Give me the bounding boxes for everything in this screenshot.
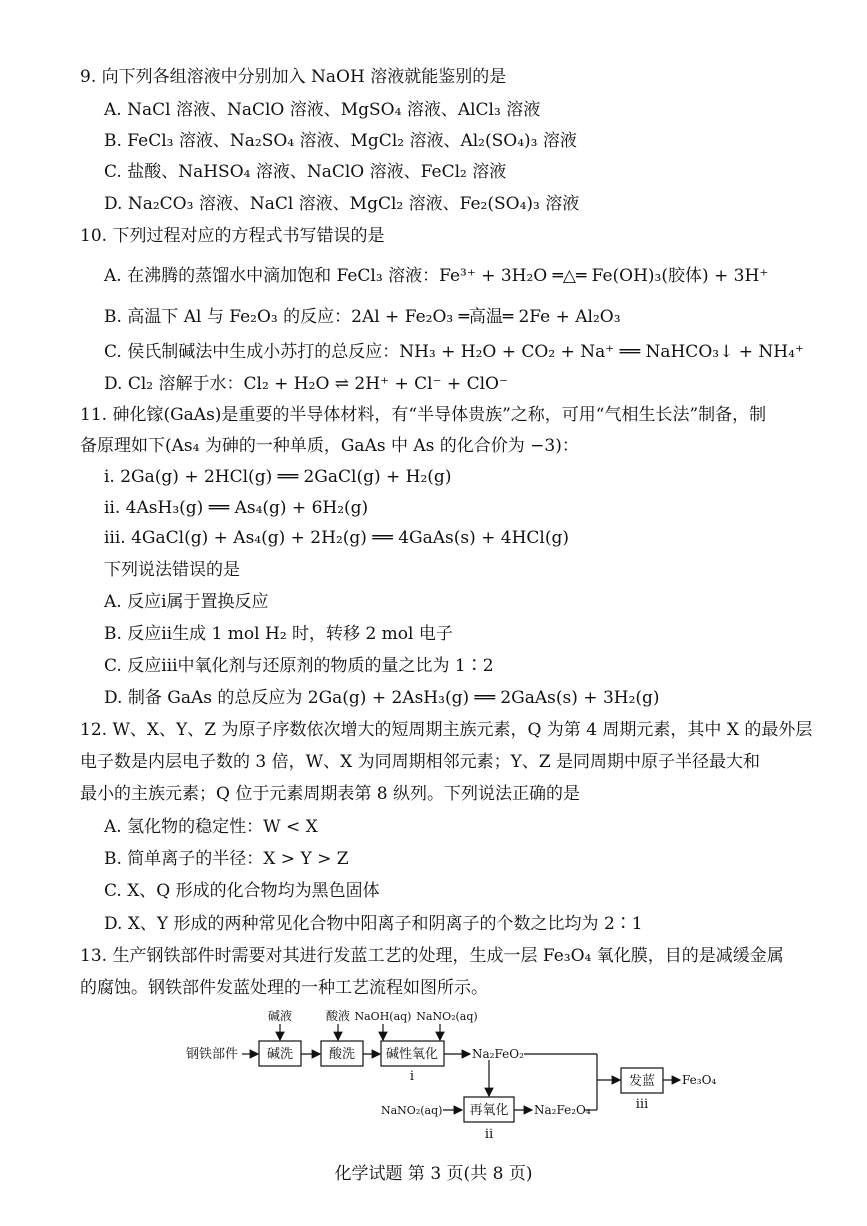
q12-stem-line2: 电子数是内层电子数的 3 倍，W、X 为同周期相邻元素；Y、Z 是同周期中原子半径最大和 <box>80 752 761 772</box>
flow-box-bluing-label: 发蓝 <box>628 1074 656 1089</box>
flow-product-na2feo2: Na₂FeO₂ <box>472 1047 524 1061</box>
q13-stem-line2: 的腐蚀。钢铁部件发蓝处理的一种工艺流程如图所示。 <box>80 978 488 998</box>
flow-step-i-number: ⅰ <box>409 1069 415 1084</box>
q11-stem-line2: 备原理如下(As₄ 为砷的一种单质，GaAs 中 As 的化合价为 −3)： <box>80 436 579 456</box>
q11-reaction-3: ⅲ. 4GaCl(g) + As₄(g) + 2H₂(g) ══ 4GaAs(s) + 4HCl(g) <box>104 528 569 548</box>
flow-start-label: 钢铁部件 <box>186 1047 239 1062</box>
q11-reaction-2: ⅱ. 4AsH₃(g) ══ As₄(g) + 6H₂(g) <box>104 498 369 518</box>
flow-step-ii-number: ⅱ <box>484 1127 494 1142</box>
q10-option-a: A. 在沸腾的蒸馏水中滴加饱和 FeCl₃ 溶液：Fe³⁺ + 3H₂O ═△═ Fe(OH)₃(胶体) + 3H⁺ <box>104 266 769 286</box>
q12-option-d: D. X、Y 形成的两种常见化合物中阳离子和阴离子的个数之比均为 2∶1 <box>104 914 643 934</box>
q12-option-b: B. 简单离子的半径：X > Y > Z <box>104 849 349 869</box>
flow-box-acid-wash-label: 酸洗 <box>328 1047 356 1062</box>
flow-step-iii-number: ⅲ <box>635 1097 649 1112</box>
q9-option-a: A. NaCl 溶液、NaClO 溶液、MgSO₄ 溶液、AlCl₃ 溶液 <box>104 100 541 120</box>
q10-option-d: D. Cl₂ 溶解于水：Cl₂ + H₂O ⇌ 2H⁺ + Cl⁻ + ClO⁻ <box>104 374 508 394</box>
q11-option-a: A. 反应ⅰ属于置换反应 <box>104 592 269 612</box>
flow-box-alkali-wash-input: 碱液 <box>267 1009 293 1023</box>
flow-box-alkaline-oxidation-input-naoh: NaOH(aq) <box>354 1010 412 1023</box>
q9-option-c: C. 盐酸、NaHSO₄ 溶液、NaClO 溶液、FeCl₂ 溶液 <box>104 162 507 182</box>
q11-option-b: B. 反应ⅱ生成 1 mol H₂ 时，转移 2 mol 电子 <box>104 624 453 644</box>
q13-stem-line1: 13. 生产钢铁部件时需要对其进行发蓝工艺的处理，生成一层 Fe₃O₄ 氧化膜，目的是减缓金属 <box>80 946 784 966</box>
q10-stem: 10. 下列过程对应的方程式书写错误的是 <box>80 226 385 246</box>
flow-box-acid-wash-input: 酸液 <box>325 1009 351 1023</box>
q12-option-a: A. 氢化物的稳定性：W < X <box>104 817 318 837</box>
q9-option-b: B. FeCl₃ 溶液、Na₂SO₄ 溶液、MgCl₂ 溶液、Al₂(SO₄)₃ 溶液 <box>104 131 577 151</box>
q10-option-b: B. 高温下 Al 与 Fe₂O₃ 的反应：2Al + Fe₂O₃ ═高温═ 2Fe + Al₂O₃ <box>104 307 621 327</box>
q11-option-d: D. 制备 GaAs 的总反应为 2Ga(g) + 2AsH₃(g) ══ 2GaAs(s) + 3H₂(g) <box>104 688 660 708</box>
flow-box-alkaline-oxidation-label: 碱性氧化 <box>385 1047 439 1062</box>
q9-option-d: D. Na₂CO₃ 溶液、NaCl 溶液、MgCl₂ 溶液、Fe₂(SO₄)₃ 溶液 <box>104 194 580 214</box>
flow-box-reoxidation-input: NaNO₂(aq) <box>381 1104 443 1117</box>
q11-stem-line1: 11. 砷化镓(GaAs)是重要的半导体材料，有“半导体贵族”之称，可用“气相生长法”制备，制 <box>80 405 767 425</box>
q11-prompt: 下列说法错误的是 <box>104 560 240 580</box>
q12-stem-line3: 最小的主族元素；Q 位于元素周期表第 8 纵列。下列说法正确的是 <box>80 784 580 804</box>
q9-stem: 9. 向下列各组溶液中分别加入 NaOH 溶液就能鉴别的是 <box>80 67 507 87</box>
flow-box-alkali-wash-label: 碱洗 <box>266 1047 294 1062</box>
flow-product-na2fe2o4: Na₂Fe₂O₄ <box>534 1103 591 1117</box>
flow-box-reoxidation-label: 再氧化 <box>469 1103 509 1118</box>
q12-option-c: C. X、Q 形成的化合物均为黑色固体 <box>104 881 380 901</box>
q10-option-c: C. 侯氏制碱法中生成小苏打的总反应：NH₃ + H₂O + CO₂ + Na⁺ ══ NaHCO₃↓ + NH₄⁺ <box>104 342 804 362</box>
flow-final-product-fe3o4: Fe₃O₄ <box>682 1073 717 1087</box>
flow-box-alkaline-oxidation-input-nano2: NaNO₂(aq) <box>416 1010 478 1023</box>
q11-option-c: C. 反应ⅲ中氧化剂与还原剂的物质的量之比为 1∶2 <box>104 656 494 676</box>
q11-reaction-1: ⅰ. 2Ga(g) + 2HCl(g) ══ 2GaCl(g) + H₂(g) <box>104 467 452 487</box>
q12-stem-line1: 12. W、X、Y、Z 为原子序数依次增大的短周期主族元素，Q 为第 4 周期元素，其中 X 的最外层 <box>80 720 813 740</box>
page-footer: 化学试题 第 3 页(共 8 页) <box>334 1164 533 1184</box>
